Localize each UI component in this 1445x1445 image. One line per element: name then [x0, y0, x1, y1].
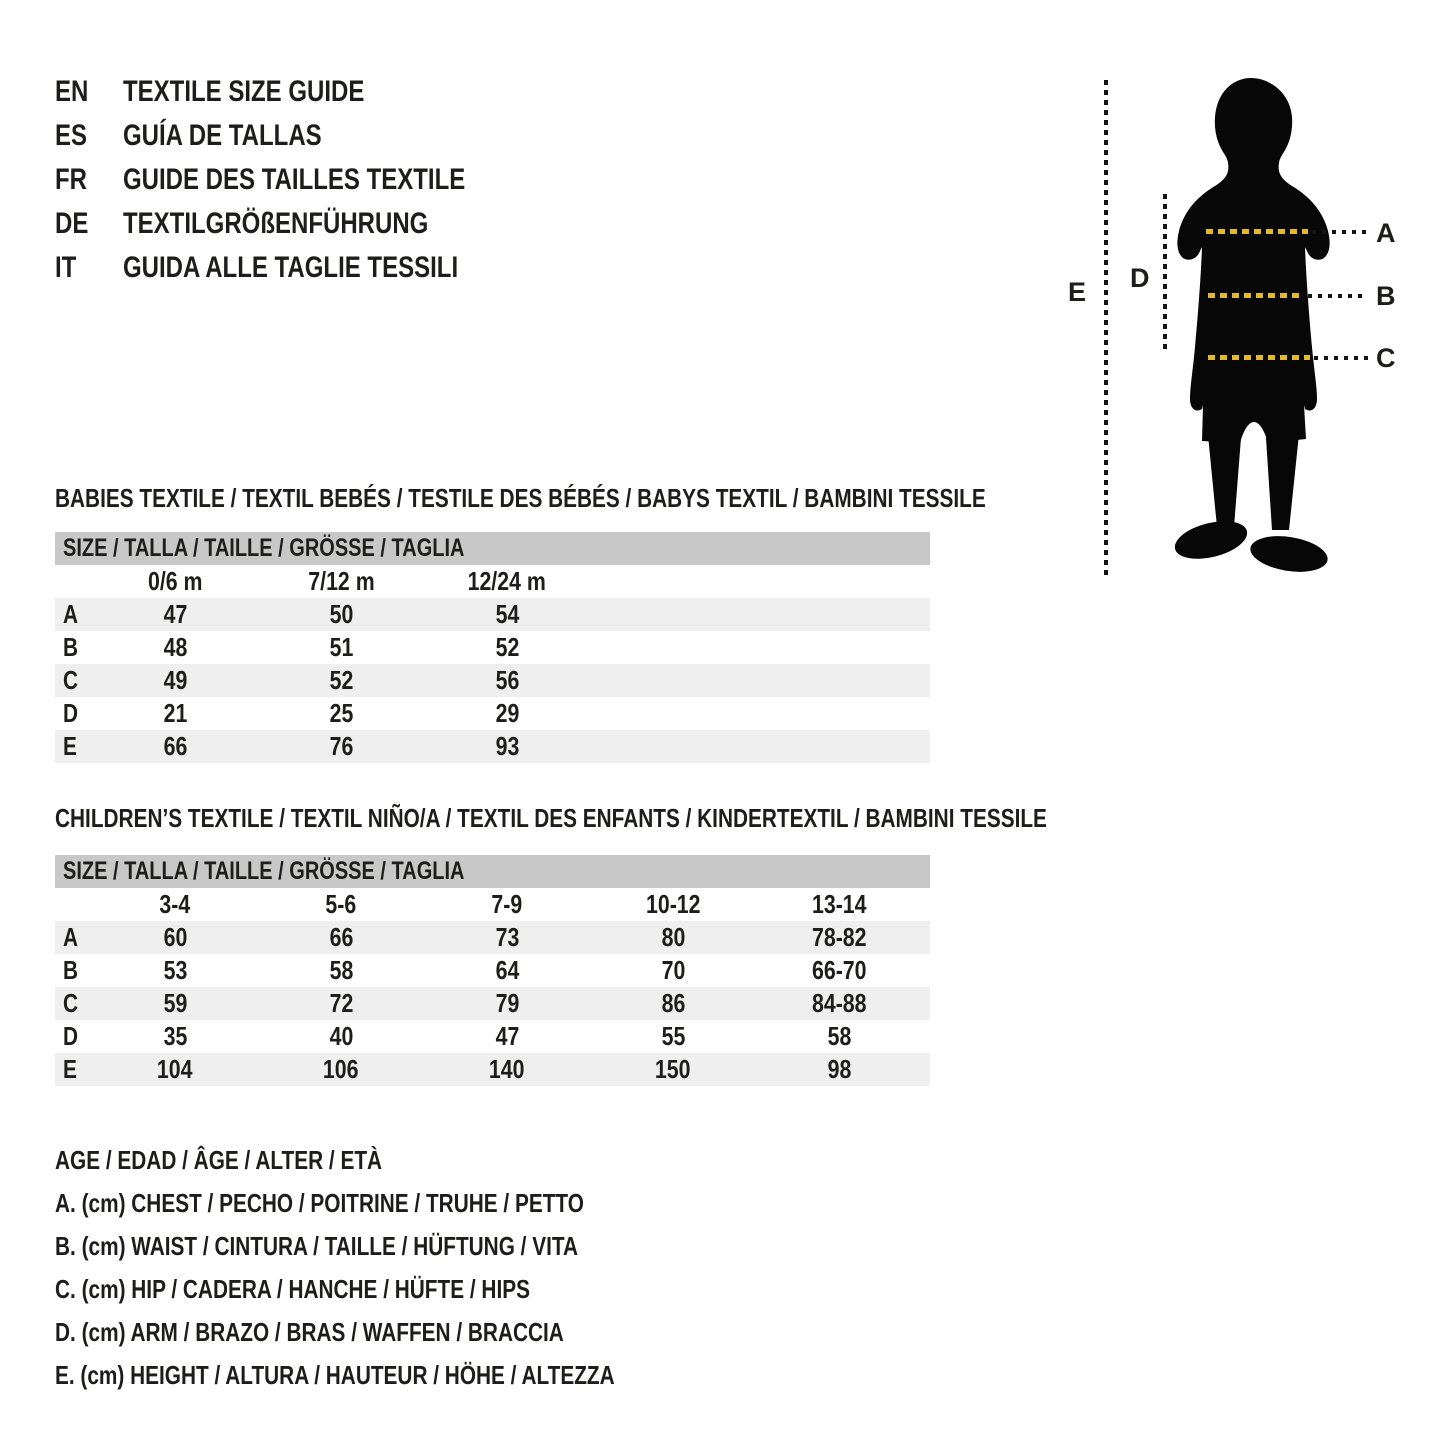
table-row [55, 631, 930, 664]
table-cell: 25 [329, 698, 353, 728]
figure-label-c: C [1376, 343, 1396, 373]
column-header: 5-6 [325, 889, 357, 919]
table-cell: 70 [661, 955, 685, 985]
lang-title: GUIDA ALLE TAGLIE TESSILI [123, 251, 459, 284]
table-cell: 21 [163, 698, 187, 728]
table-cell: 106 [323, 1054, 359, 1084]
row-label: E [63, 1054, 77, 1084]
row-label: D [63, 698, 79, 728]
table-cell: 78-82 [811, 922, 867, 952]
row-label: B [63, 632, 79, 662]
table-cell: 56 [495, 665, 519, 695]
legend-line-age: AGE / EDAD / ÂGE / ALTER / ETÀ [55, 1145, 383, 1175]
lang-code: EN [55, 75, 89, 108]
waist-measure-line-b [1208, 293, 1304, 298]
babies-column-headers [55, 565, 930, 598]
table-cell: 47 [163, 599, 187, 629]
table-cell: 58 [827, 1021, 851, 1051]
babies-size-bar: SIZE / TALLA / TAILLE / GRÖSSE / TAGLIA [55, 532, 930, 565]
babies-section-heading: BABIES TEXTILE / TEXTIL BEBÉS / TESTILE DES BÉBÉS / BABYS TEXTIL / BAMBINI TESSILE [55, 483, 986, 513]
figure-label-e: E [1068, 277, 1087, 307]
lang-title: TEXTILGRÖßENFÜHRUNG [123, 207, 429, 240]
table-cell: 84-88 [811, 988, 867, 1018]
column-header: 7/12 m [307, 566, 375, 596]
table-row [55, 664, 930, 697]
table-cell: 53 [163, 955, 187, 985]
table-cell: 72 [329, 988, 353, 1018]
table-cell: 40 [329, 1021, 353, 1051]
table-cell: 79 [495, 988, 519, 1018]
column-header: 7-9 [491, 889, 523, 919]
table-cell: 58 [329, 955, 353, 985]
table-row [55, 921, 930, 954]
table-cell: 66 [329, 922, 353, 952]
children-size-table [55, 855, 930, 1086]
row-label: A [63, 922, 79, 952]
column-header: 10-12 [645, 889, 701, 919]
legend-line-arm: D. (cm) ARM / BRAZO / BRAS / WAFFEN / BRACCIA [55, 1317, 564, 1347]
row-label: D [63, 1021, 79, 1051]
hip-measure-line-c [1208, 355, 1310, 360]
table-cell: 98 [827, 1054, 851, 1084]
table-cell: 51 [329, 632, 353, 662]
table-row [55, 987, 930, 1020]
table-cell: 47 [495, 1021, 519, 1051]
children-size-bar: SIZE / TALLA / TAILLE / GRÖSSE / TAGLIA [55, 855, 930, 888]
legend-line-height: E. (cm) HEIGHT / ALTURA / HAUTEUR / HÖHE / ALTEZZA [55, 1360, 615, 1390]
figure-label-b: B [1376, 281, 1396, 311]
table-cell: 52 [329, 665, 353, 695]
measurement-legend [55, 1139, 755, 1397]
lang-code: IT [55, 251, 77, 284]
table-row [55, 1053, 930, 1086]
lang-code: DE [55, 207, 89, 240]
lang-title: GUIDE DES TAILLES TEXTILE [123, 163, 466, 196]
table-cell: 66 [163, 731, 187, 761]
table-cell: 50 [329, 599, 353, 629]
figure-label-d: D [1130, 263, 1150, 293]
table-cell: 86 [661, 988, 685, 1018]
table-cell: 76 [329, 731, 353, 761]
row-label: B [63, 955, 79, 985]
row-label: C [63, 988, 79, 1018]
column-header: 12/24 m [467, 566, 547, 596]
figure-label-a: A [1376, 218, 1396, 248]
babies-size-table [55, 532, 930, 763]
table-row [55, 730, 930, 763]
row-label: A [63, 599, 79, 629]
table-cell: 140 [489, 1054, 525, 1084]
table-row [55, 1020, 930, 1053]
table-row [55, 954, 930, 987]
table-cell: 64 [495, 955, 519, 985]
table-cell: 80 [661, 922, 685, 952]
chest-leader-line-a [1312, 230, 1368, 234]
waist-leader-line-b [1308, 294, 1366, 298]
hip-leader-line-c [1314, 356, 1368, 360]
lang-title: GUÍA DE TALLAS [123, 119, 322, 152]
table-cell: 104 [157, 1054, 193, 1084]
legend-line-waist: B. (cm) WAIST / CINTURA / TAILLE / HÜFTUNG / VITA [55, 1231, 579, 1261]
table-cell: 54 [495, 599, 519, 629]
table-row [55, 697, 930, 730]
table-cell: 150 [655, 1054, 691, 1084]
table-cell: 55 [661, 1021, 685, 1051]
table-cell: 49 [163, 665, 187, 695]
chest-measure-line-a [1206, 229, 1308, 234]
lang-code: FR [55, 163, 87, 196]
table-cell: 66-70 [811, 955, 867, 985]
lang-title: TEXTILE SIZE GUIDE [123, 75, 365, 108]
table-cell: 73 [495, 922, 519, 952]
table-cell: 60 [163, 922, 187, 952]
table-cell: 93 [495, 731, 519, 761]
row-label: C [63, 665, 79, 695]
children-column-headers [55, 888, 930, 921]
row-label: E [63, 731, 77, 761]
table-cell: 29 [495, 698, 519, 728]
lang-code: ES [55, 119, 88, 152]
column-header: 13-14 [811, 889, 867, 919]
table-cell: 35 [163, 1021, 187, 1051]
legend-line-chest: A. (cm) CHEST / PECHO / POITRINE / TRUHE / PETTO [55, 1188, 584, 1218]
children-section-heading: CHILDREN’S TEXTILE / TEXTIL NIÑO/A / TEXTIL DES ENFANTS / KINDERTEXTIL / BAMBINI TESSILE [55, 803, 1047, 833]
table-cell: 59 [163, 988, 187, 1018]
column-header: 0/6 m [147, 566, 203, 596]
table-cell: 48 [163, 632, 187, 662]
column-header: 3-4 [159, 889, 191, 919]
legend-line-hip: C. (cm) HIP / CADERA / HANCHE / HÜFTE / HIPS [55, 1274, 530, 1304]
table-cell: 52 [495, 632, 519, 662]
table-row [55, 598, 930, 631]
